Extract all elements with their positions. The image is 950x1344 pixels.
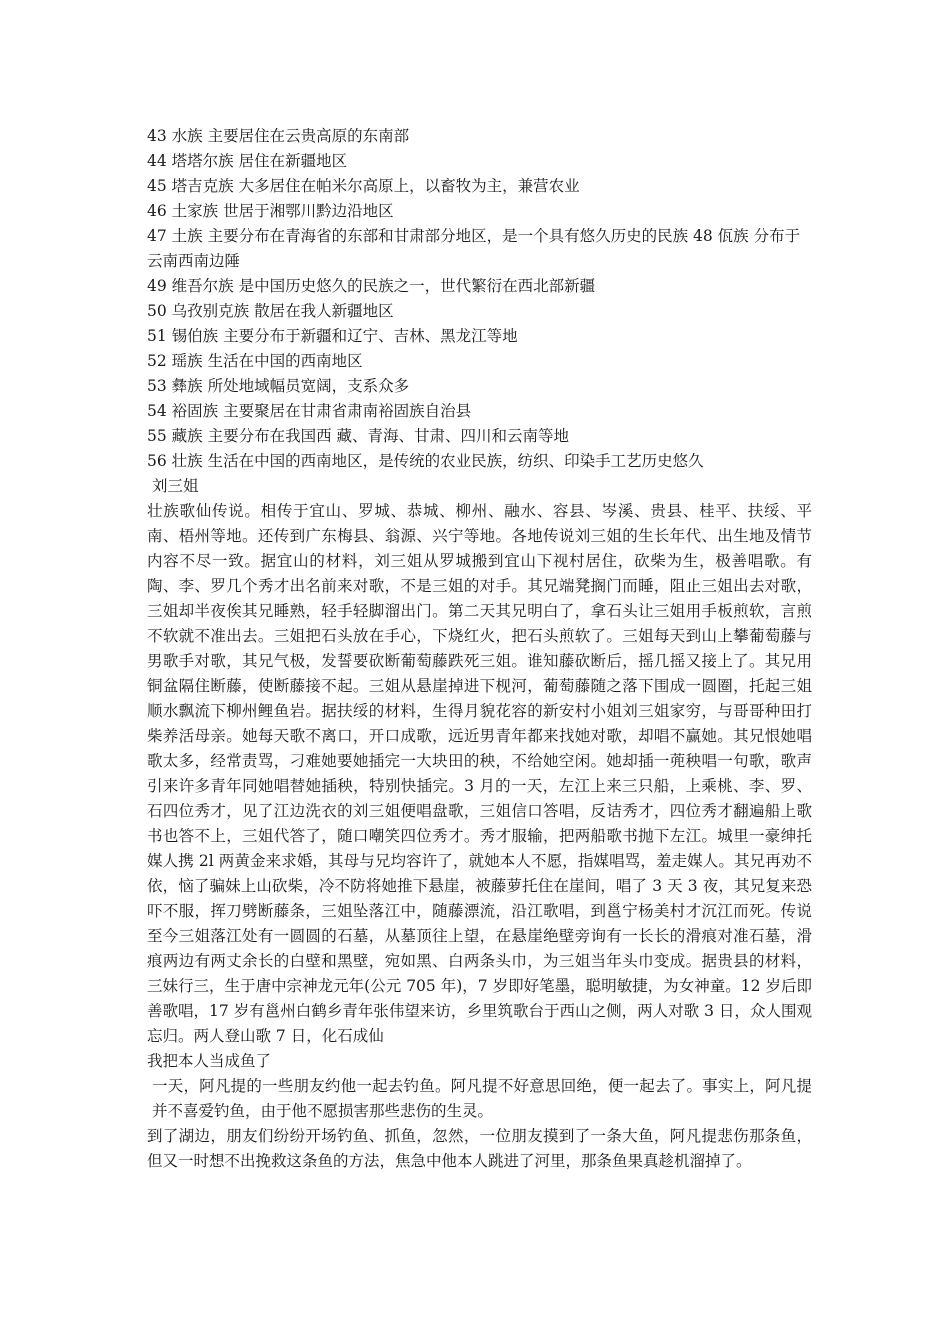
list-item: 47 土族 主要分布在青海省的东部和甘肃部分地区，是一个具有悠久历史的民族 48 佤族 分布于云南西南边陲 [147, 227, 801, 270]
list-item: 54 裕固族 主要聚居在甘肃省肃南裕固族自治县 [147, 402, 472, 420]
list-item: 45 塔吉克族 大多居住在帕米尔高原上，以畜牧为主，兼营农业 [147, 177, 580, 195]
list-item: 52 瑶族 生活在中国的西南地区 [147, 352, 363, 370]
fish-story-paragraph-2: 到了湖边，朋友们纷纷开场钓鱼、抓鱼，忽然，一位朋友摸到了一条大鱼，阿凡提悲伤那条鱼，但又一时想不出挽救这条鱼的方法，焦急中他本人跳进了河里，那条鱼果真趁机溜掉了。 [147, 1127, 812, 1170]
fish-story-paragraph-1: 一天，阿凡提的一些朋友约他一起去钓鱼。阿凡提不好意思回绝，便一起去了。事实上，阿凡提并不喜爱钓鱼，由于他不愿损害那些悲伤的生灵。 [152, 1077, 812, 1120]
list-item: 50 乌孜别克族 散居在我人新疆地区 [147, 302, 394, 320]
list-item: 51 锡伯族 主要分布于新疆和辽宁、吉林、黑龙江等地 [147, 327, 518, 345]
ethnic-list [144, 124, 812, 474]
list-item: 43 水族 主要居住在云贵高原的东南部 [147, 127, 410, 145]
list-item: 44 塔塔尔族 居住在新疆地区 [147, 152, 348, 170]
list-item: 55 藏族 主要分布在我国西 藏、青海、甘肃、四川和云南等地 [147, 427, 570, 445]
list-item: 46 土家族 世居于湘鄂川黔边沿地区 [147, 202, 394, 220]
section-title-liu-sanjie: 刘三姐 [152, 477, 199, 495]
liu-sanjie-body: 壮族歌仙传说。相传于宜山、罗城、恭城、柳州、融水、容县、岑溪、贵县、桂平、扶绥、平南、梧州等地。还传到广东梅县、翁源、兴宁等地。各地传说刘三姐的生长年代、出生地及情节内容不尽一致。据宜山的材料，刘三姐从罗城搬到宜山下视村居住，砍柴为生，极善唱歌。有陶、李、罗几个秀才出名前来对歌，不是三姐的对手。其兄端凳搁门而睡，阻止三姐出去对歌，三姐却半夜俟其兄睡熟，轻手轻脚溜出门。第二天其兄明白了，拿石头让三姐用手板煎软，言煎不软就不准出去。三姐把石头放在手心，下烧红火，把石头煎软了。三姐每天到山上攀葡萄藤与男歌手对歌，其兄气极，发誓要砍断葡萄藤跌死三姐。谁知藤砍断后，摇几摇又接上了。其兄用铜盆隔住断藤，使断藤接不起。三姐从悬崖掉进下枧河，葡萄藤随之落下围成一圆圈，托起三姐顺水飘流下柳州鲤鱼岩。据扶绥的材料，生得月貌花容的新安村小姐刘三姐家穷，与哥哥种田打柴养活母亲。她每天歌不离口，开口成歌，远近男青年都来找她对歌，却唱不赢她。其兄恨她唱歌太多，经常责骂，刁难她要她插完一大块田的秧，不给她空闲。她却插一蔸秧唱一句歌，歌声引来许多青年同她唱替她插秧，特别快插完。3 月的一天，左江上来三只船，上乘桃、李、罗、石四位秀才，见了江边洗衣的刘三姐便唱盘歌，三姐信口答唱，反诘秀才，四位秀才翻遍船上歌书也答不上，三姐代答了，随口嘲笑四位秀才。秀才服输，把两船歌书抛下左江。城里一豪绅托媒人携 2l 两黄金来求婚，其母与兄均容许了，就她本人不愿，指媒唱骂，羞走媒人。其兄再劝不依，恼了骗妹上山砍柴，冷不防将她推下悬崖，被藤萝托住在崖间，唱了 3 天 3 夜，其兄复来恐吓不服，挥刀劈断藤条，三姐坠落江中，随藤漂流，沿江歌唱，到邕宁杨美村才沉江而死。传说至今三姐落江处有一圆圆的石墓，从墓顶往上望，在悬崖绝壁旁询有一长长的滑痕对准石墓，滑痕两边有两丈余长的白壁和黑壁，宛如黑、白两条头巾，为三姐当年头巾变成。据贵县的材料，三妹行三，生于唐中宗神龙元年(公元 705 年)，7 岁即好笔墨，聪明敏捷，为女神童。12 岁后即善歌唱，17 岁有邕州白鹤乡青年张伟望来访，乡里筑歌台于西山之侧，两人对歌 3 日，众人围观忘归。两人登山歌 7 日，化石成仙 [147, 502, 812, 1045]
list-item: 49 维吾尔族 是中国历史悠久的民族之一，世代繁衍在西北部新疆 [147, 277, 596, 295]
section-title-fish-story: 我把本人当成鱼了 [147, 1052, 272, 1070]
list-item: 56 壮族 生活在中国的西南地区，是传统的农业民族，纺织、印染手工艺历史悠久 [147, 452, 704, 470]
document-page [144, 124, 812, 1174]
list-item: 53 彝族 所处地域幅员宽阔，支系众多 [147, 377, 410, 395]
